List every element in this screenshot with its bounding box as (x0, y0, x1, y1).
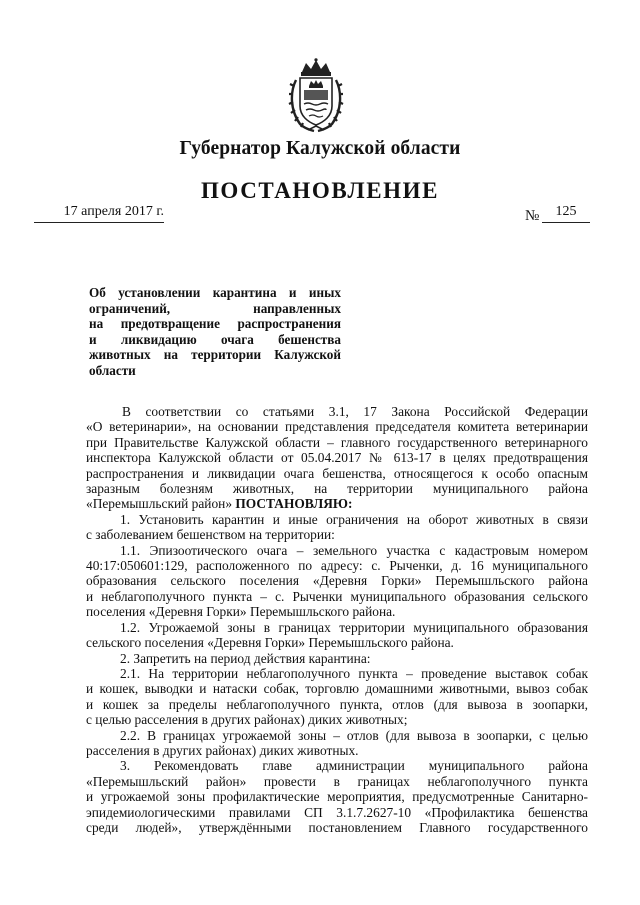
body-line: и угрожаемой зоны профилактические мероприятия, предусмотренные Санитарно- (86, 789, 588, 805)
body-line: образования сельского поселения «Деревня Горки» Перемышльского района (86, 573, 588, 589)
body-line: 1.2. Угрожаемой зоны в границах территории муниципального образования (120, 619, 588, 635)
body-line: инспектора Калужской области от 05.04.2017 № 613-17 в целях предотвращения (86, 450, 588, 466)
body-line: «Перемышльский район» провести в границах неблагополучного пункта (86, 773, 588, 789)
body-line: эпидемиологическими правилами СП 3.1.7.2627-10 «Профилактика бешенства (86, 804, 588, 820)
body-line: 2.2. В границах угрожаемой зоны – отлов (для вывоза в зоопарки, с целью (120, 727, 588, 743)
kaluga-coat-of-arms-icon (288, 58, 344, 134)
body-line: и кошек за пределы неблагополучного пункта, отлов (для вывоза в зоопарки, (86, 696, 588, 712)
subject-line: Об установлении карантина и иных (89, 285, 341, 300)
decree-keyword: ПОСТАНОВЛЯЮ: (235, 496, 353, 512)
number-sign: № (525, 208, 540, 224)
body-line: сельского поселения «Деревня Горки» Перемышльского района. (86, 635, 454, 651)
body-line: среди людей», утверждёнными постановлением Главного государственного (86, 819, 588, 835)
body-line: 2.1. На территории неблагополучного пункта – проведение выставок собак (120, 665, 588, 681)
subject-line: и ликвидацию очага бешенства (89, 331, 341, 347)
body-line: при Правительстве Калужской области – главного государственного ветеринарного (86, 434, 588, 450)
subject-line: животных на территории Калужской (89, 347, 341, 362)
body-line: В соответствии со статьями 3.1, 17 Закона Российской Федерации (122, 404, 588, 419)
body-line: 40:17:050601:129, расположенного по адресу: с. Рыченки, д. 16 муниципального (86, 558, 588, 574)
document-body (86, 404, 588, 835)
district-name: «Перемышльский район» (86, 496, 233, 512)
document-number: 125 (542, 204, 590, 223)
subject-line: ограничений, направленных (89, 300, 341, 316)
body-line: 3. Рекомендовать главе администрации муниципального района (120, 758, 588, 774)
subject-line: области (89, 362, 136, 378)
body-line: с целью расселения в других районах) диких животных; (86, 712, 408, 728)
body-line: расселения в других районах) диких животных. (86, 742, 359, 758)
body-line: с заболеванием бешенством на территории: (86, 527, 335, 543)
body-line: и неблагополучного пункта – с. Рыченки муниципального образования сельского (86, 588, 588, 604)
document-type: ПОСТАНОВЛЕНИЕ (200, 178, 440, 203)
body-line: 2. Запретить на период действия карантина: (120, 650, 371, 666)
authority-title: Губернатор Калужской области (179, 138, 461, 159)
body-line: «О ветеринарии», на основании представления председателя комитета ветеринарии (86, 419, 588, 435)
body-line: и кошек, выводки и натаски собак, торговлю домашними животными, вывоз собак (86, 681, 588, 697)
body-line: поселения «Деревня Горки» Перемышльского района. (86, 604, 396, 620)
body-line: 1. Установить карантин и иные ограничения на оборот животных в связи (120, 511, 588, 527)
document-date: 17 апреля 2017 г. (34, 204, 164, 223)
body-line: 1.1. Эпизоотического очага – земельного участка с кадастровым номером (120, 542, 588, 558)
body-line (86, 496, 588, 511)
body-line: распространения и ликвидации очага бешенства, относящегося к особо опасным (86, 465, 588, 481)
body-line: заразным болезням животных, на территории муниципального района (86, 481, 588, 497)
subject-line: на предотвращение распространения (89, 316, 341, 331)
document-subject (89, 285, 341, 378)
